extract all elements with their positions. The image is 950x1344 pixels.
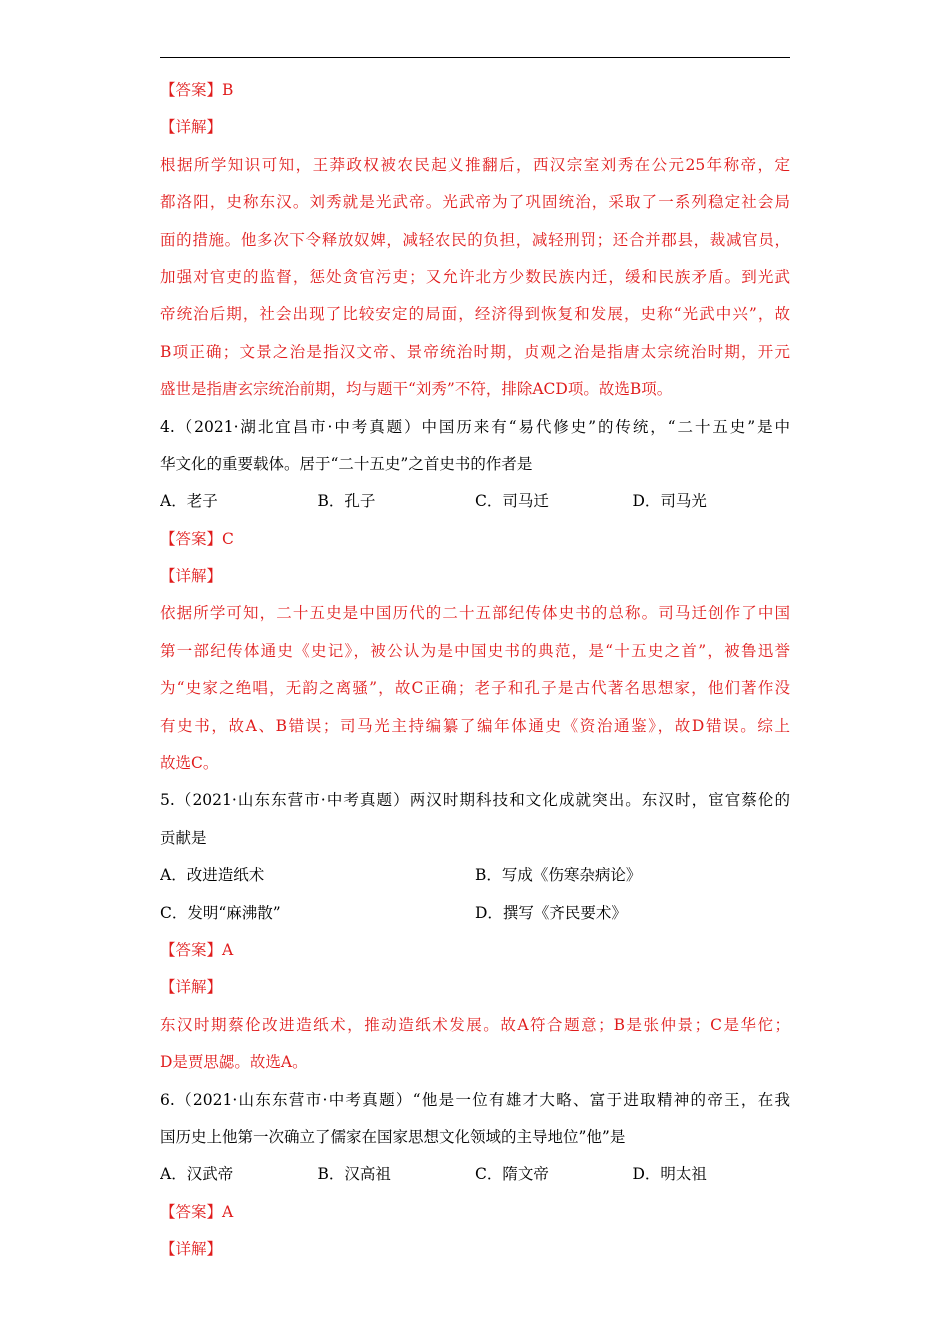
q4-explain-label: 【详解】: [160, 567, 223, 586]
option-d: D．明太祖: [632, 1165, 707, 1184]
option-d: D．撰写《齐民要术》: [475, 903, 627, 922]
option-d: D．司马光: [632, 492, 707, 511]
q4-options: [160, 483, 790, 520]
option-a: A．汉武帝: [160, 1165, 234, 1184]
q5-question: [160, 782, 790, 857]
explanation-line: 为“史家之绝唱，无韵之离骚”，故C正确；老子和孔子是古代著名思想家，他们著作没: [160, 679, 790, 698]
header-rule: [160, 57, 790, 58]
q5-options-row-2: [160, 895, 790, 932]
option-a: A．老子: [160, 492, 218, 511]
question-line: 贡献是: [160, 828, 207, 847]
q5-explain-label: 【详解】: [160, 978, 223, 997]
question-line: 6.（2021·山东东营市·中考真题）“他是一位有雄才大略、富于进取精神的帝王，在我: [160, 1090, 790, 1109]
explanation-line: 都洛阳，史称东汉。刘秀就是光武帝。光武帝为了巩固统治，采取了一系列稳定社会局: [160, 193, 790, 212]
q5-answer: 【答案】A: [160, 940, 234, 959]
explanation-line: 东汉时期蔡伦改进造纸术，推动造纸术发展。故A符合题意；B是张仲景；C是华佗；: [160, 1015, 790, 1034]
question-line: 4.（2021·湖北宜昌市·中考真题）中国历来有“易代修史”的传统，“二十五史”是中: [160, 417, 790, 436]
question-line: 华文化的重要载体。居于“二十五史”之首史书的作者是: [160, 454, 533, 473]
explanation-line: 盛世是指唐玄宗统治前期，均与题干“刘秀”不符，排除ACD项。故选B项。: [160, 380, 673, 399]
explanation-line: D是贾思勰。故选A。: [160, 1053, 308, 1072]
q6-question: [160, 1082, 790, 1157]
explanation-line: 第一部纪传体通史《史记》，被公认为是中国史书的典范，是“十五史之首”，被鲁迅誉: [160, 641, 790, 660]
document-body: [160, 72, 790, 1269]
explanation-line: B项正确；文景之治是指汉文帝、景帝统治时期，贞观之治是指唐太宗统治时期，开元: [160, 342, 790, 361]
explanation-line: 根据所学知识可知，王莽政权被农民起义推翻后，西汉宗室刘秀在公元25年称帝，定: [160, 155, 790, 174]
option-c: C．发明“麻沸散”: [160, 903, 281, 922]
option-c: C．隋文帝: [475, 1165, 549, 1184]
option-b: B．汉高祖: [317, 1165, 391, 1184]
explanation-line: 依据所学可知，二十五史是中国历代的二十五部纪传体史书的总称。司马迁创作了中国: [160, 604, 790, 623]
q6-options: [160, 1156, 790, 1193]
explanation-line: 故选C。: [160, 754, 219, 773]
q6-explain-label: 【详解】: [160, 1240, 223, 1259]
option-b: B．孔子: [317, 492, 376, 511]
q3-answer: 【答案】B: [160, 81, 234, 99]
option-a: A．改进造纸术: [160, 866, 265, 885]
q3-explanation: [160, 147, 790, 409]
explanation-line: 有史书，故A、B错误；司马光主持编纂了编年体通史《资治通鉴》，故D错误。综上: [160, 716, 790, 735]
option-c: C．司马迁: [475, 492, 549, 511]
q4-answer: 【答案】C: [160, 529, 234, 548]
option-b: B．写成《伤寒杂病论》: [475, 866, 642, 885]
q5-options-row-1: [160, 857, 790, 894]
q5-explanation: [160, 1007, 790, 1082]
explanation-line: 面的措施。他多次下令释放奴婢，减轻农民的负担，减轻刑罚；还合并郡县，裁减官员，: [160, 230, 790, 249]
explanation-line: 加强对官吏的监督，惩处贪官污吏；又允许北方少数民族内迁，缓和民族矛盾。到光武: [160, 267, 790, 286]
q6-answer: 【答案】A: [160, 1202, 234, 1221]
q4-question: [160, 409, 790, 484]
explanation-line: 帝统治后期，社会出现了比较安定的局面，经济得到恢复和发展，史称“光武中兴”，故: [160, 305, 790, 324]
question-line: 5.（2021·山东东营市·中考真题）两汉时期科技和文化成就突出。东汉时，宦官蔡伦的: [160, 791, 790, 810]
question-line: 国历史上他第一次确立了儒家在国家思想文化领域的主导地位”他”是: [160, 1127, 626, 1146]
q4-explanation: [160, 595, 790, 782]
q3-explain-label: 【详解】: [160, 118, 223, 137]
